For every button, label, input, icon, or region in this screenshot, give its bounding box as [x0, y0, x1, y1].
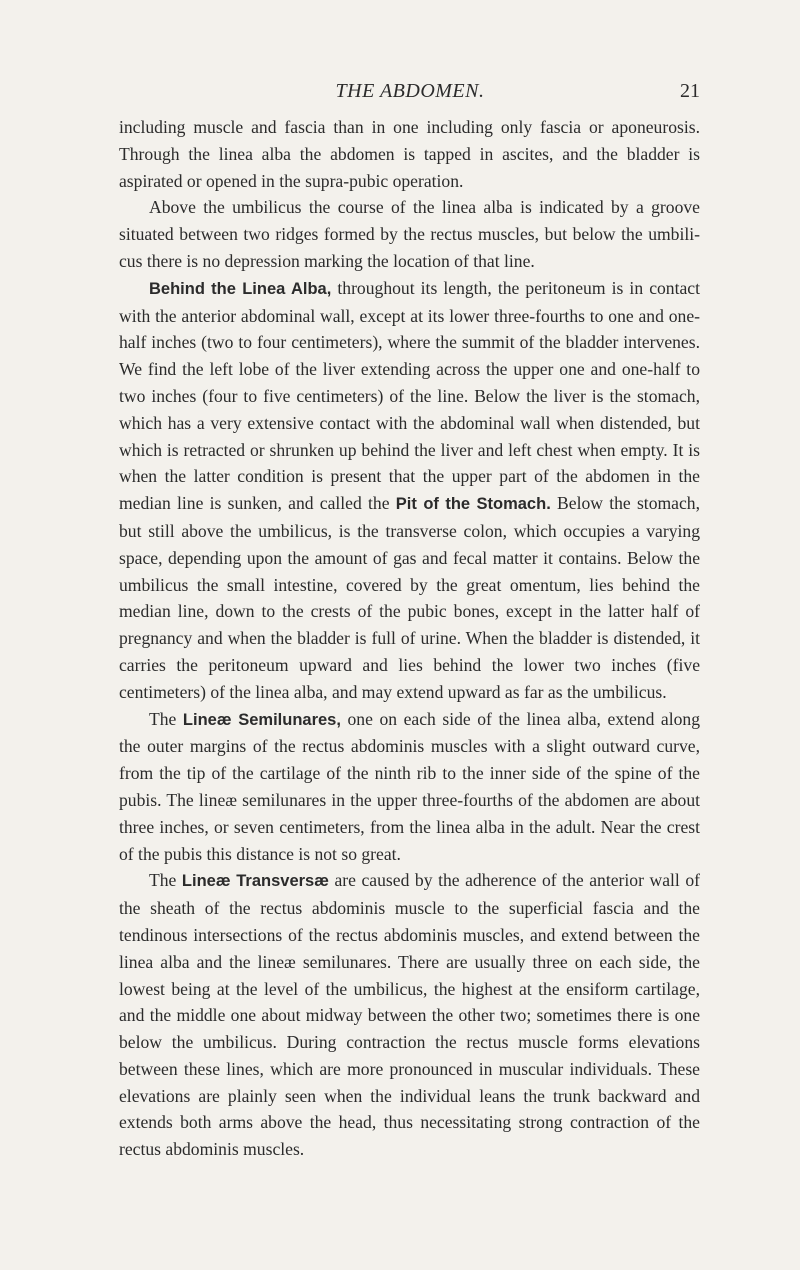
article-the: The: [149, 708, 183, 729]
paragraph-behind-linea-alba: [119, 275, 700, 706]
paragraph-umbilicus: [119, 194, 700, 274]
term-behind-linea-alba: Behind the Linea Alba,: [149, 279, 332, 298]
paragraph-lineae-transversae: [119, 867, 700, 1163]
paragraph-text: throughout its length, the peritoneum is in contact with the anterior abdominal wall, except at its lower three-fourths to one and one-half inches (two to four centimeters), where the summit of the bladder intervenes. We find the left lobe of the liver extending across the upper one and one-half to two inches (four to five centimeters) of the line. Below the liver is the stomach, which has a very extensive contact with the abdominal wall when distended, but which is retracted or shrunken up behind the liver and left chest when empty. It is when the latter condition is present that the upper part of the abdomen in the median line is sunken, and called the: [119, 277, 700, 514]
paragraph-text: Above the umbilicus the course of the linea alba is indicated by a groove situated between two ridges formed by the rectus muscles, but below the umbili-cus there is no depression marking the location of that line.: [119, 197, 700, 271]
running-title: THE ABDOMEN.: [335, 80, 485, 102]
paragraph-text: including muscle and fascia than in one including only fascia or aponeurosis. Through the linea alba the abdomen is tapped in ascites, and the bladder is aspirated or opened in the supra-pubic operation.: [119, 117, 700, 191]
article-the: The: [149, 870, 182, 891]
paragraph-continuation: [119, 114, 700, 194]
body-text: [119, 114, 700, 1163]
paragraph-lineae-semilunares: [119, 706, 700, 868]
term-lineae-transversae: Lineæ Transversæ: [181, 872, 329, 891]
term-lineae-semilunares: Lineæ Semilunares,: [182, 710, 341, 729]
page-header: [120, 80, 700, 106]
paragraph-text: Below the stomach, but still above the umbilicus, is the transverse colon, which occupies a varying space, depending upon the amount of gas and fecal matter it contains. Below the umbilicus the small intestine, covered by the great omentum, lies behind the median line, down to the crests of the pubic bones, except in the latter half of pregnancy and when the bladder is full of urine. When the bladder is distended, it carries the peritoneum upward and lies behind the lower two inches (five centimeters) of the linea alba, and may extend upward as far as the umbilicus.: [119, 493, 700, 702]
paragraph-text: one on each side of the linea alba, extend along the outer margins of the rectus abdominis muscles with a slight outward curve, from the tip of the cartilage of the ninth rib to the inner side of the spine of the pubis. The lineæ semilunares in the upper three-fourths of the abdomen are about three inches, or seven centimeters, from the linea alba in the adult. Near the crest of the pubis this distance is not so great.: [119, 708, 700, 864]
paragraph-text: are caused by the adherence of the anterior wall of the sheath of the rectus abdominis muscle to the superficial fascia and the tendinous intersections of the rectus abdominis muscles, and extend between the linea alba and the lineæ semilunares. There are usually three on each side, the lowest being at the level of the umbilicus, the highest at the ensiform cartilage, and the middle one about midway between the other two; sometimes there is one below the umbilicus. During contraction the rectus muscle forms elevations between these lines, which are more pronounced in muscular individuals. These elevations are plainly seen when the individual leans the trunk backward and extends both arms above the head, thus necessitating strong contraction of the rectus abdominis muscles.: [119, 870, 700, 1160]
term-pit-of-stomach: Pit of the Stomach.: [395, 495, 551, 514]
page-number: 21: [680, 80, 700, 102]
